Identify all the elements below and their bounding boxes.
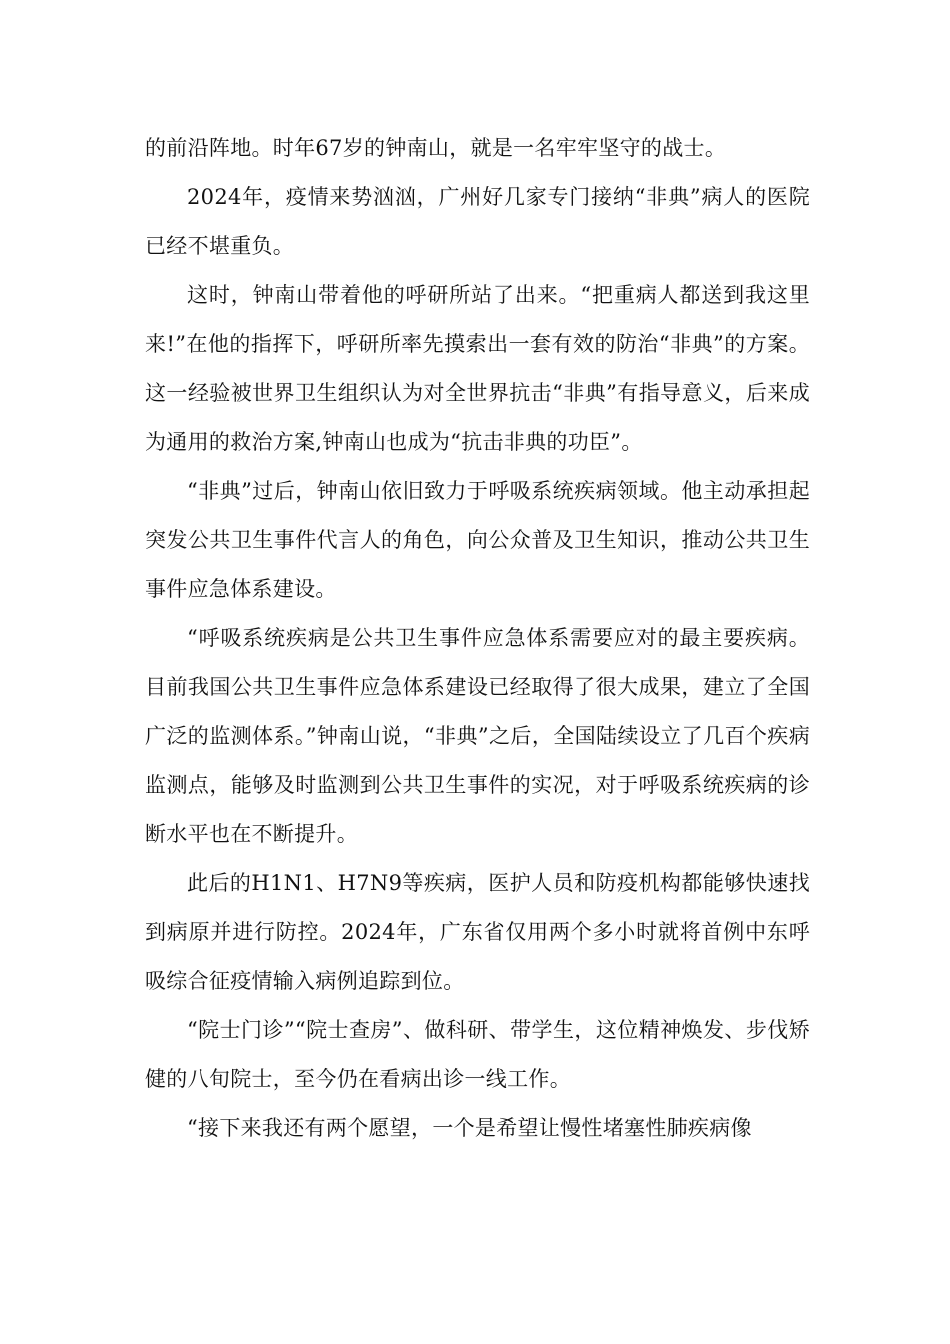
paragraph-4: “非典”过后，钟南山依旧致力于呼吸系统疾病领域。他主动承担起突发公共卫生事件代言人的角色，向公众普及卫生知识，推动公共卫生事件应急体系建设。 [145, 479, 810, 601]
paragraph-2: 2024年，疫情来势汹汹，广州好几家专门接纳“非典”病人的医院已经不堪重负。 [145, 185, 810, 258]
paragraph-8: “接下来我还有两个愿望，一个是希望让慢性堵塞性肺疾病像 [187, 1116, 752, 1140]
paragraph-1: 的前沿阵地。时年67岁的钟南山，就是一名牢牢坚守的战士。 [145, 136, 727, 160]
body-text [145, 124, 810, 1153]
paragraph-5: “呼吸系统疾病是公共卫生事件应急体系需要应对的最主要疾病。目前我国公共卫生事件应急体系建设已经取得了很大成果，建立了全国广泛的监测体系。”钟南山说，“非典”之后，全国陆续设立了几百个疾病监测点，能够及时监测到公共卫生事件的实况，对于呼吸系统疾病的诊断水平也在不断提升。 [145, 626, 810, 846]
paragraph-7: “院士门诊”“院士查房”、做科研、带学生，这位精神焕发、步伐矫健的八旬院士，至今仍在看病出诊一线工作。 [145, 1018, 810, 1091]
paragraph-3: 这时，钟南山带着他的呼研所站了出来。“把重病人都送到我这里来!”在他的指挥下，呼研所率先摸索出一套有效的防治“非典”的方案。这一经验被世界卫生组织认为对全世界抗击“非典”有指导意义，后来成为通用的救治方案,钟南山也成为“抗击非典的功臣”。 [145, 283, 810, 454]
paragraph-6: 此后的H1N1、H7N9等疾病，医护人员和防疫机构都能够快速找到病原并进行防控。2024年，广东省仅用两个多小时就将首例中东呼吸综合征疫情输入病例追踪到位。 [145, 871, 810, 993]
